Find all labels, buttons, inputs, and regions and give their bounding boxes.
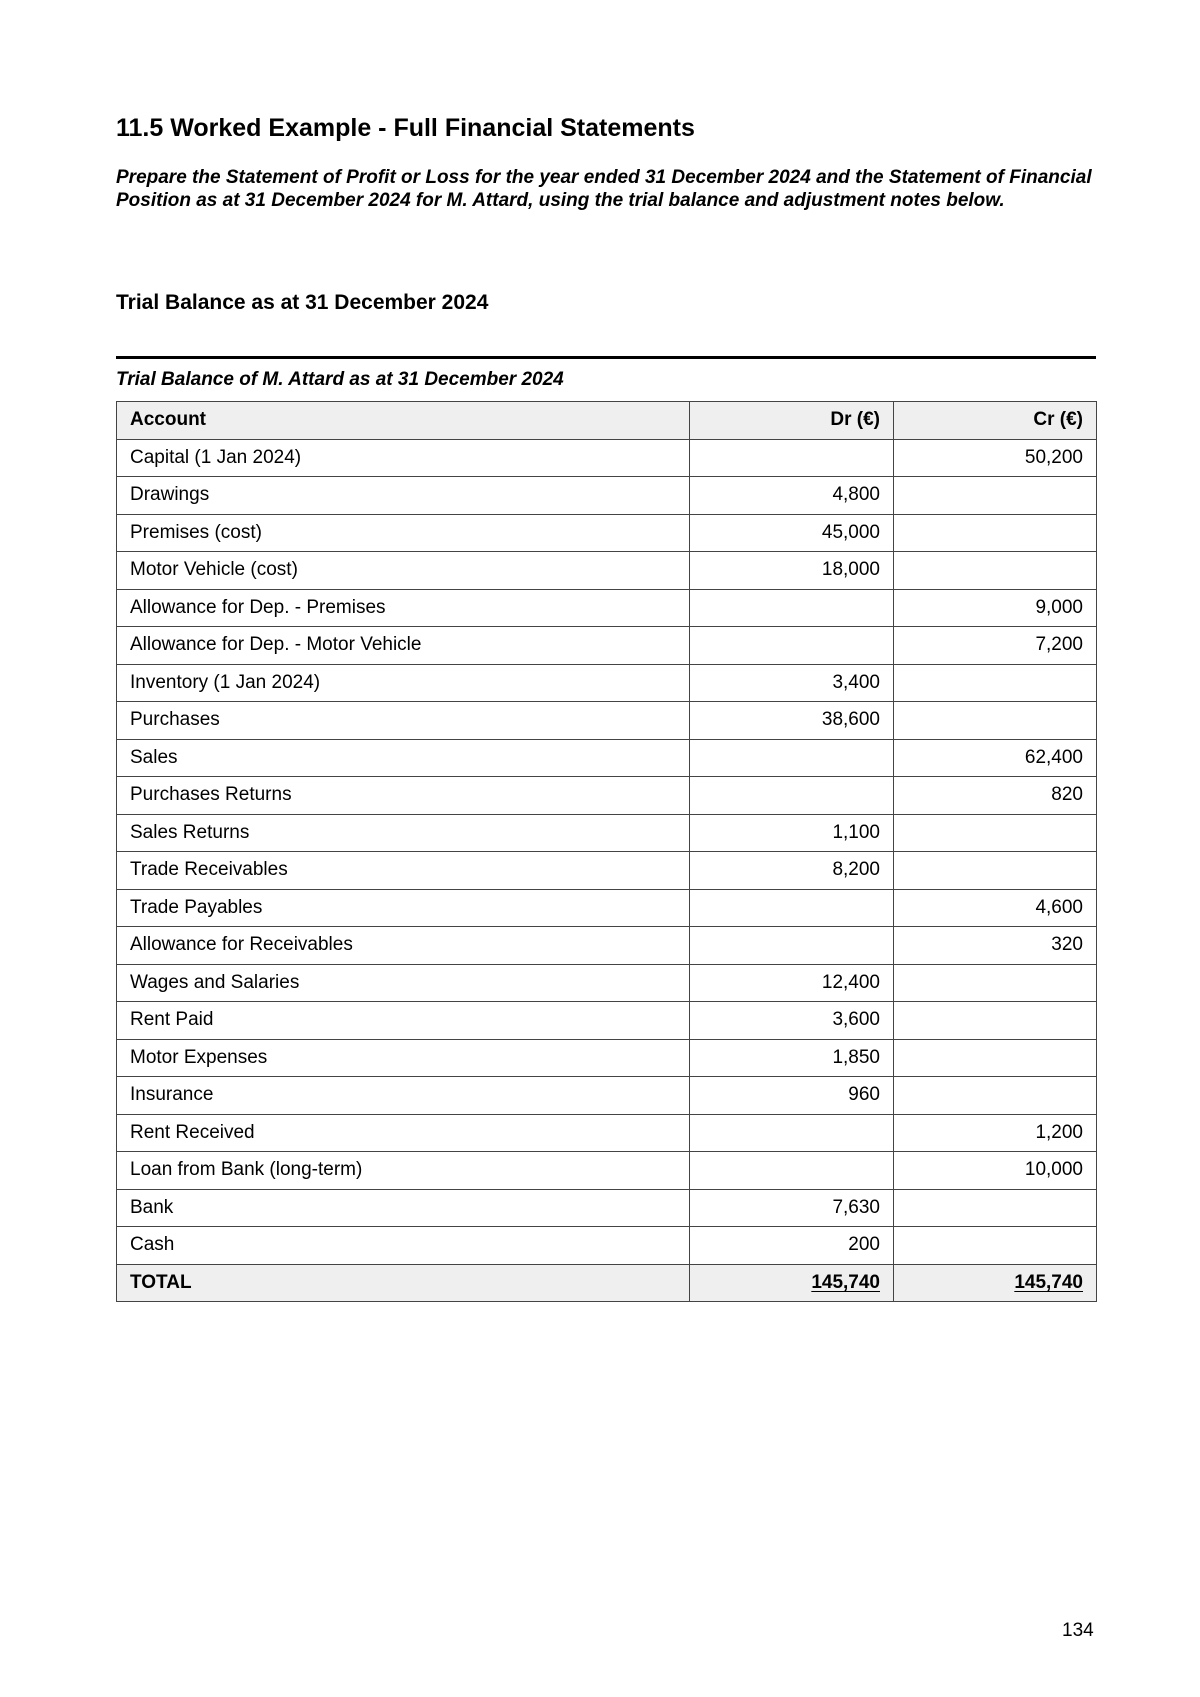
table-caption: Trial Balance of M. Attard as at 31 December 2024 [116,369,564,390]
account-cell: Motor Vehicle (cost) [117,552,690,590]
cr-cell: 4,600 [894,889,1097,927]
table-row [117,927,1097,965]
cr-cell: 820 [894,777,1097,815]
account-cell: Bank [117,1189,690,1227]
dr-cell [690,739,894,777]
account-cell: Motor Expenses [117,1039,690,1077]
trial-balance-heading: Trial Balance as at 31 December 2024 [116,291,489,314]
table-row [117,889,1097,927]
account-cell: Insurance [117,1077,690,1115]
cr-cell [894,664,1097,702]
cr-cell: 50,200 [894,439,1097,477]
total-cr-value: 145,740 [1014,1271,1083,1293]
cr-cell [894,964,1097,1002]
table-row [117,777,1097,815]
table-row [117,514,1097,552]
cr-cell: 62,400 [894,739,1097,777]
table-header-row [117,402,1097,440]
table-row [117,1077,1097,1115]
cr-cell: 320 [894,927,1097,965]
dr-cell: 200 [690,1227,894,1265]
dr-cell: 8,200 [690,852,894,890]
dr-cell: 7,630 [690,1189,894,1227]
dr-cell [690,1114,894,1152]
account-cell: Premises (cost) [117,514,690,552]
account-cell: Allowance for Receivables [117,927,690,965]
dr-cell: 3,400 [690,664,894,702]
table-row [117,1227,1097,1265]
account-cell: Wages and Salaries [117,964,690,1002]
dr-cell [690,889,894,927]
table-row [117,1114,1097,1152]
total-row [117,1264,1097,1302]
table-row [117,739,1097,777]
account-cell: Sales Returns [117,814,690,852]
header-dr: Dr (€) [690,402,894,440]
dr-cell: 12,400 [690,964,894,1002]
total-dr-value: 145,740 [811,1271,880,1293]
dr-cell: 45,000 [690,514,894,552]
cr-cell: 1,200 [894,1114,1097,1152]
cr-cell [894,514,1097,552]
dr-cell [690,439,894,477]
cr-cell [894,552,1097,590]
header-cr: Cr (€) [894,402,1097,440]
total-cr-cell [894,1264,1097,1302]
cr-cell [894,477,1097,515]
table-row [117,814,1097,852]
page-number: 134 [1062,1620,1094,1641]
cr-cell: 7,200 [894,627,1097,665]
cr-cell [894,1077,1097,1115]
account-cell: Trade Receivables [117,852,690,890]
dr-cell: 4,800 [690,477,894,515]
dr-cell [690,1152,894,1190]
account-cell: Allowance for Dep. - Motor Vehicle [117,627,690,665]
dr-cell [690,927,894,965]
account-cell: Drawings [117,477,690,515]
cr-cell [894,1189,1097,1227]
cr-cell [894,814,1097,852]
account-cell: Trade Payables [117,889,690,927]
table-row [117,1002,1097,1040]
total-dr-cell [690,1264,894,1302]
cr-cell: 10,000 [894,1152,1097,1190]
trial-balance-table [116,401,1097,1302]
cr-cell [894,1039,1097,1077]
account-cell: Purchases Returns [117,777,690,815]
table-row [117,477,1097,515]
account-cell: Allowance for Dep. - Premises [117,589,690,627]
dr-cell: 1,100 [690,814,894,852]
account-cell: Rent Paid [117,1002,690,1040]
instructions-text: Prepare the Statement of Profit or Loss for the year ended 31 December 2024 and the Statement of Financial Position as at 31 December 2024 for M. Attard, using the trial balance and adjustment notes below. [116,167,1092,211]
total-label-cell: TOTAL [117,1264,690,1302]
header-account: Account [117,402,690,440]
dr-cell: 1,850 [690,1039,894,1077]
dr-cell [690,589,894,627]
table-row [117,664,1097,702]
account-cell: Cash [117,1227,690,1265]
table-row [117,589,1097,627]
table-row [117,852,1097,890]
account-cell: Purchases [117,702,690,740]
dr-cell: 38,600 [690,702,894,740]
table-row [117,1152,1097,1190]
cr-cell: 9,000 [894,589,1097,627]
dr-cell: 18,000 [690,552,894,590]
horizontal-rule [116,356,1096,359]
dr-cell: 3,600 [690,1002,894,1040]
dr-cell [690,627,894,665]
table-row [117,1039,1097,1077]
account-cell: Inventory (1 Jan 2024) [117,664,690,702]
account-cell: Sales [117,739,690,777]
cr-cell [894,1227,1097,1265]
section-title: 11.5 Worked Example - Full Financial Statements [116,114,695,142]
cr-cell [894,702,1097,740]
account-cell: Loan from Bank (long-term) [117,1152,690,1190]
cr-cell [894,852,1097,890]
dr-cell [690,777,894,815]
table-row [117,552,1097,590]
table-body [117,439,1097,1302]
cr-cell [894,1002,1097,1040]
table-row [117,627,1097,665]
table-row [117,439,1097,477]
table-row [117,964,1097,1002]
table-row [117,1189,1097,1227]
account-cell: Capital (1 Jan 2024) [117,439,690,477]
account-cell: Rent Received [117,1114,690,1152]
table-row [117,702,1097,740]
dr-cell: 960 [690,1077,894,1115]
